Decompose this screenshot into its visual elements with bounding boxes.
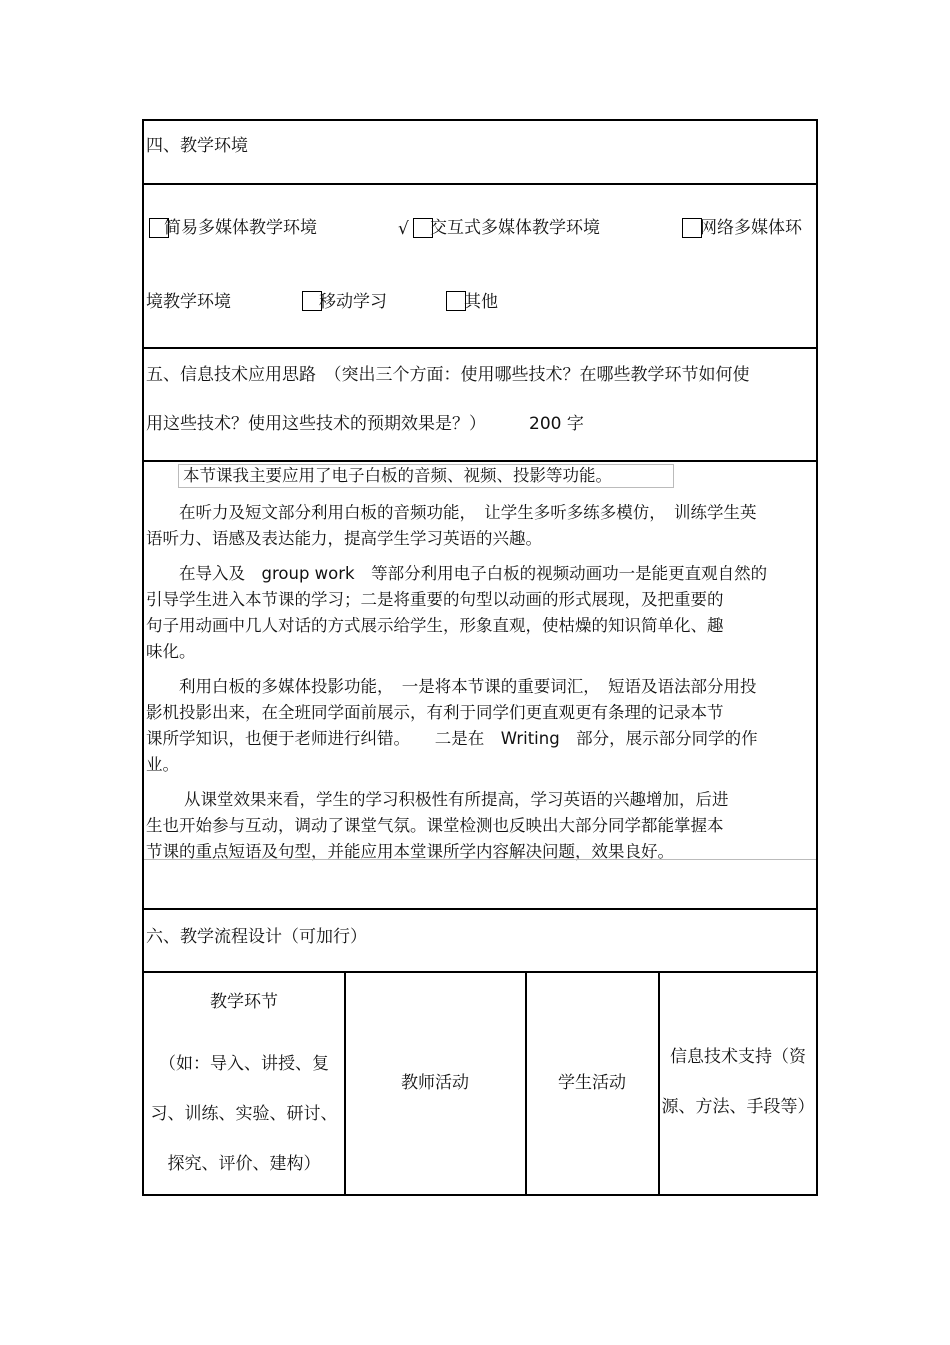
paragraph-line: 业。 — [146, 755, 179, 774]
header-teaching-stage — [144, 991, 344, 1175]
paragraph-projection — [146, 674, 758, 778]
checkbox-other[interactable] — [446, 291, 466, 311]
option-network-multimedia-cont: 境教学环境 — [146, 292, 231, 312]
option-other: 其他 — [464, 292, 498, 312]
option-network-multimedia: 网络多媒体环 — [700, 218, 802, 238]
header-line: 教学环节 — [210, 992, 278, 1012]
section6-title: 六、教学流程设计（可加行） — [146, 927, 367, 947]
section4-title: 四、教学环境 — [146, 136, 248, 156]
paragraph-line: 味化。 — [146, 642, 196, 661]
checkmark: √ — [398, 219, 409, 239]
paragraph-line: 课所学知识，也便于老师进行纠错。 二是在 Writing 部分，展示部分同学的作 — [146, 729, 758, 748]
row-divider — [144, 183, 816, 185]
header-line: 习、训练、实验、研讨、 — [150, 1104, 338, 1124]
header-line: （如：导入、讲授、复 — [159, 1054, 329, 1074]
paragraph-line: 利用白板的多媒体投影功能， 一是将本节课的重要词汇， 短语及语法部分用投 — [179, 677, 757, 696]
header-it-support — [659, 1046, 817, 1118]
word-count: 200 字 — [529, 414, 584, 434]
paragraph-line: 节课的重点短语及句型，并能应用本堂课所学内容解决问题，效果良好。 — [146, 842, 674, 861]
header-student-activity: 学生活动 — [558, 1073, 626, 1093]
paragraph-line: 语听力、语感及表达能力，提高学生学习英语的兴趣。 — [146, 529, 542, 548]
header-line: 源、方法、手段等） — [661, 1097, 815, 1117]
paragraph-line: 在导入及 group work 等部分利用电子白板的视频动画功一是能更直观自然的 — [179, 564, 768, 583]
paragraph-audio — [146, 500, 757, 552]
paragraph-line: 从课堂效果来看，学生的学习积极性有所提高，学习英语的兴趣增加，后进 — [184, 790, 729, 809]
option-interactive-multimedia: 交互式多媒体教学环境 — [430, 218, 600, 238]
row-divider — [144, 460, 816, 462]
option-mobile-learning: 移动学习 — [319, 292, 387, 312]
paragraph-line: 在听力及短文部分利用白板的音频功能， 让学生多听多练多模仿， 训练学生英 — [179, 503, 757, 522]
inner-divider — [144, 859, 816, 860]
paragraph-line: 生也开始参与互动，调动了课堂气氛。课堂检测也反映出大部分同学都能掌握本 — [146, 816, 724, 835]
header-line: 探究、评价、建构） — [167, 1154, 321, 1174]
option-simple-multimedia: 简易多媒体教学环境 — [164, 218, 317, 238]
paragraph-line: 句子用动画中几人对话的方式展示给学生，形象直观，使枯燥的知识简单化、趣 — [146, 616, 724, 635]
paragraph-line: 引导学生进入本节课的学习；二是将重要的句型以动画的形式展现，及把重要的 — [146, 590, 724, 609]
paragraph-video — [146, 561, 767, 665]
row-divider — [144, 971, 816, 973]
header-line: 信息技术支持（资 — [670, 1047, 806, 1067]
paragraph-effect — [146, 787, 729, 865]
checkbox-network-multimedia[interactable] — [682, 218, 702, 238]
lesson-plan-table — [142, 119, 818, 1196]
intro-text: 本节课我主要应用了电子白板的音频、视频、投影等功能。 — [178, 464, 674, 488]
section5-title-line1: 五、信息技术应用思路 （突出三个方面：使用哪些技术？在哪些教学环节如何使 — [146, 365, 750, 385]
row-divider — [144, 908, 816, 910]
header-teacher-activity: 教师活动 — [401, 1073, 469, 1093]
row-divider — [144, 347, 816, 349]
section5-title-line2: 用这些技术？使用这些技术的预期效果是？） — [146, 414, 486, 434]
paragraph-line: 影机投影出来，在全班同学面前展示，有利于同学们更直观更有条理的记录本节 — [146, 703, 724, 722]
